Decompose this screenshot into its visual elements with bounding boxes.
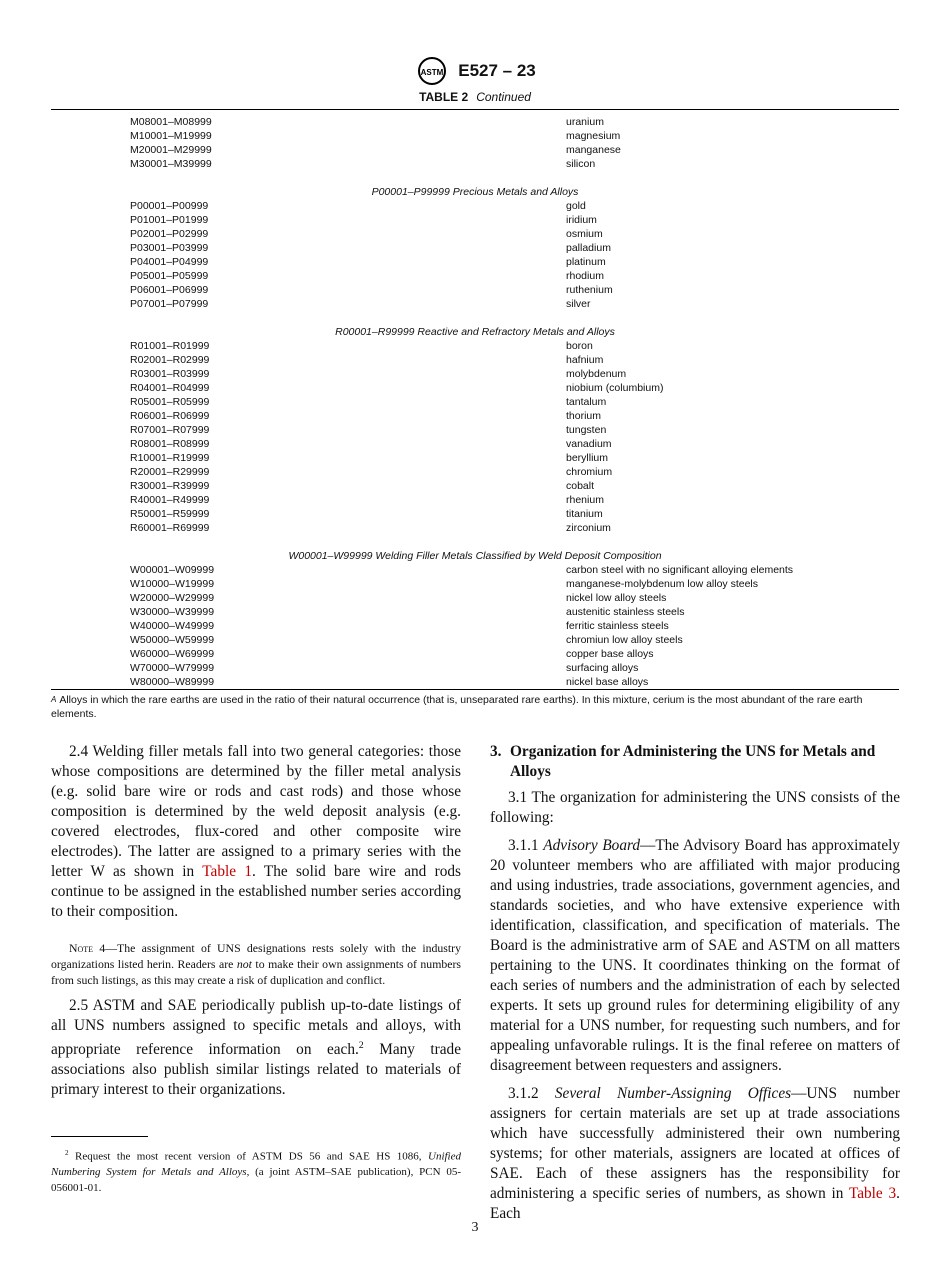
table-row [51,255,899,269]
table-row [51,395,899,409]
material-cell: nickel base alloys [566,676,649,688]
uns-range-cell: M20001–M29999 [130,144,212,156]
uns-range-cell: P06001–P06999 [130,284,209,296]
material-cell: ruthenium [566,284,613,296]
uns-range-cell: W50000–W59999 [130,634,215,646]
footnote-marker: 2 [65,1149,69,1157]
table-row [51,605,899,619]
uns-range-cell: W40000–W49999 [130,620,215,632]
uns-range-cell: R60001–R69999 [130,522,210,534]
uns-range-cell: W70000–W79999 [130,662,215,674]
table-row [51,451,899,465]
table-row [51,521,899,535]
material-cell: rhodium [566,270,604,282]
table-row [51,353,899,367]
table-caption [0,90,950,104]
document-id: E527 – 23 [458,61,536,80]
table-spacer [51,535,899,549]
footnote-text: Request the most recent version of ASTM DS 56 and SAE HS 1086, [68,1150,422,1163]
table-footnote [51,693,899,721]
paragraph-3-1-2-text: —UNS number assigners for certain materials are set up at trade associations which have successfully administered their own numbering systems; for other materials, assigners are located at offices of SAE. Each of these assigners has the responsibility for administering a specific series of numbers, as shown in [490,1085,901,1202]
paragraph-2-4-text-end: . The solid bare wire and rods continue to be assigned in the established number series according to their composition. [51,863,461,920]
note-text-end: to make their own assignments of numbers from such listings, as this may create a risk of duplication and conflict. [51,957,462,987]
uns-range-cell: P05001–P05999 [130,270,209,282]
material-cell: hafnium [566,354,604,366]
table-row [51,409,899,423]
table-row [51,633,899,647]
paragraph-3-1: 3.1 The organization for administering the UNS consists of the following: [490,789,900,826]
uns-range-cell: P07001–P07999 [130,298,209,310]
material-cell: titanium [566,508,603,520]
table-row [51,661,899,675]
uns-range-cell: P02001–P02999 [130,228,209,240]
material-cell: cobalt [566,480,595,492]
paragraph-2-4-text: 2.4 Welding filler metals fall into two general categories: those whose compositions are determined by the filler metal analysis (e.g. solid bare wire or rods and cast rods) and those whose composition is determined by the weld deposit analysis (e.g. covered electrodes, flux-cored and other composite wire electrodes). The latter are assigned to a primary series with the letter W as shown in [51,743,461,880]
material-cell: austenitic stainless steels [566,606,685,618]
table-top-rule [51,109,899,110]
astm-logo-icon [414,56,450,86]
material-cell: osmium [566,228,603,240]
material-cell: copper base alloys [566,648,654,660]
table-row [51,507,899,521]
material-cell: uranium [566,116,604,128]
section-title: Organization for Administering the UNS for Metals and Alloys [510,743,876,780]
material-cell: thorium [566,410,602,422]
uns-range-cell: P03001–P03999 [130,242,209,254]
footnote-title: Unified Numbering System for Metals and Alloys [51,1150,461,1179]
table-row [51,339,899,353]
uns-range-cell: W30000–W39999 [130,606,215,618]
material-cell: niobium (columbium) [566,382,664,394]
paragraph-3-1-1-number: 3.1.1 [508,837,539,854]
table-group-heading: R00001–R99999 Reactive and Refractory Metals and Alloys [335,326,615,338]
table-spacer [51,311,899,325]
page-header [0,56,950,86]
table-row [51,157,899,171]
right-column [490,742,900,1232]
material-cell: silver [566,298,591,310]
note-label: Note 4 [69,941,106,955]
table-3-link[interactable]: Table 3 [848,1185,897,1202]
table-footnote-marker: A [51,695,57,704]
logo-text: ASTM [420,68,444,77]
table-row [51,647,899,661]
material-cell: chromiun low alloy steels [566,634,683,646]
table-row [51,563,899,577]
table-group-heading: W00001–W99999 Welding Filler Metals Classified by Weld Deposit Composition [288,550,662,562]
paragraph-2-4 [51,742,461,922]
table-row [51,283,899,297]
material-cell: ferritic stainless steels [566,620,669,632]
table-row [51,619,899,633]
footnote-2 [51,1146,461,1196]
table-row [51,591,899,605]
advisory-board-term: Advisory Board [543,837,641,854]
paragraph-3-1-1 [490,836,900,1076]
table-row [51,367,899,381]
material-cell: rhenium [566,494,604,506]
material-cell: tantalum [566,396,607,408]
material-cell: carbon steel with no significant alloying elements [566,564,794,576]
table-row [51,493,899,507]
material-cell: beryllium [566,452,609,464]
table-row [51,213,899,227]
uns-range-cell: P01001–P01999 [130,214,209,226]
number-assigning-offices-term: Several Number-Assigning Offices [554,1085,792,1102]
uns-range-cell: W20000–W29999 [130,592,215,604]
table-row [51,227,899,241]
table-row [51,115,899,129]
table-spacer [51,171,899,185]
table-row [51,297,899,311]
uns-range-cell: R08001–R08999 [130,438,210,450]
table-row [51,437,899,451]
note-text: —The assignment of UNS designations rests solely with the industry organizations listed herin. Readers are [51,941,461,971]
material-cell: platinum [566,256,606,268]
table-row [51,675,899,689]
paragraph-3-1-1-text: —The Advisory Board has approximately 20 volunteer members who are affiliated with major producing and using industries, trade associations, government agencies, and standards societies, and who have extensive experience with identification, classification, and specification of materials. The Board is the administrative arm of SAE and ASTM on all matters pertaining to the UNS. It coordinates thinking on the format of each series of numbers and the administration of each by selected experts. It sets up ground rules for determining eligibility of any material for a UNS number, for requesting such numbers, and for appealing unfavorable rulings. It is the final referee on matters of disagreement between requesters and assigners. [490,837,901,1074]
material-cell: gold [566,200,586,212]
material-cell: molybdenum [566,368,627,380]
material-cell: nickel low alloy steels [566,592,667,604]
section-number: 3. [490,743,502,760]
uns-range-cell: M10001–M19999 [130,130,212,142]
paragraph-2-5-text: 2.5 ASTM and SAE periodically publish up-to-date listings of all UNS numbers assigned to specific metals and alloys, with appropriate reference information on each. [51,997,461,1059]
uns-range-cell: R06001–R06999 [130,410,210,422]
uns-range-cell: P04001–P04999 [130,256,209,268]
uns-range-cell: R20001–R29999 [130,466,210,478]
uns-range-cell: W80000–W89999 [130,676,215,688]
uns-range-cell: W00001–W09999 [130,564,215,576]
paragraph-3-1-2-tail: . Each [490,1185,900,1222]
table-row [51,381,899,395]
material-cell: palladium [566,242,611,254]
table-row [51,241,899,255]
table-label: TABLE 2 [419,90,469,104]
table-group-heading: P00001–P99999 Precious Metals and Alloys [371,186,579,198]
footnote-text-end: , (a joint ASTM–SAE publication), PCN 05-056001-01. [51,1166,461,1194]
material-cell: vanadium [566,438,612,450]
paragraph-3-1-2-number: 3.1.2 [508,1085,539,1102]
table-1-link[interactable]: Table 1 [202,863,252,880]
material-cell: manganese [566,144,621,156]
table-row [51,269,899,283]
paragraph-3-1-2 [490,1084,900,1224]
uns-range-cell: P00001–P00999 [130,200,209,212]
uns-range-cell: R10001–R19999 [130,452,210,464]
table-continued: Continued [476,90,531,104]
uns-range-cell: R50001–R59999 [130,508,210,520]
material-cell: surfacing alloys [566,662,639,674]
material-cell: chromium [566,466,613,478]
section-3-heading [490,742,900,782]
footnote-rule [51,1136,148,1137]
uns-range-cell: R40001–R49999 [130,494,210,506]
left-column [51,742,461,1108]
material-cell: zirconium [566,522,611,534]
table-row [51,423,899,437]
paragraph-2-5-text-end: Many trade associations also publish similar listings related to materials of primary interest to their organizations. [51,1041,461,1099]
material-cell: iridium [566,214,597,226]
uns-range-cell: M30001–M39999 [130,158,212,170]
table-row [51,577,899,591]
material-cell: magnesium [566,130,621,142]
uns-range-cell: R02001–R02999 [130,354,210,366]
uns-range-cell: W10000–W19999 [130,578,215,590]
note-4 [51,940,461,988]
paragraph-2-5 [51,996,461,1100]
footnote-ref-2[interactable]: 2 [358,1040,364,1051]
uns-range-cell: R05001–R05999 [130,396,210,408]
table-row [51,199,899,213]
table-row [51,465,899,479]
uns-range-cell: R03001–R03999 [130,368,210,380]
uns-range-cell: R30001–R39999 [130,480,210,492]
table-bottom-rule [51,689,899,690]
uns-range-cell: R07001–R07999 [130,424,210,436]
uns-range-cell: R04001–R04999 [130,382,210,394]
uns-range-cell: M08001–M08999 [130,116,212,128]
table-row [51,129,899,143]
table-row [51,143,899,157]
uns-table [51,115,899,689]
material-cell: silicon [566,158,596,170]
table-row [51,479,899,493]
page-number: 3 [471,1220,479,1235]
table-footnote-text: Alloys in which the rare earths are used in the ratio of their natural occurrence (that is, unseparated rare earths). In this mixture, cerium is the most abundant of the rare earth elements. [51,694,863,720]
note-emphasis: not [236,957,252,971]
material-cell: manganese-molybdenum low alloy steels [566,578,759,590]
uns-range-cell: W60000–W69999 [130,648,215,660]
uns-range-cell: R01001–R01999 [130,340,210,352]
material-cell: tungsten [566,424,607,436]
material-cell: boron [566,340,593,352]
